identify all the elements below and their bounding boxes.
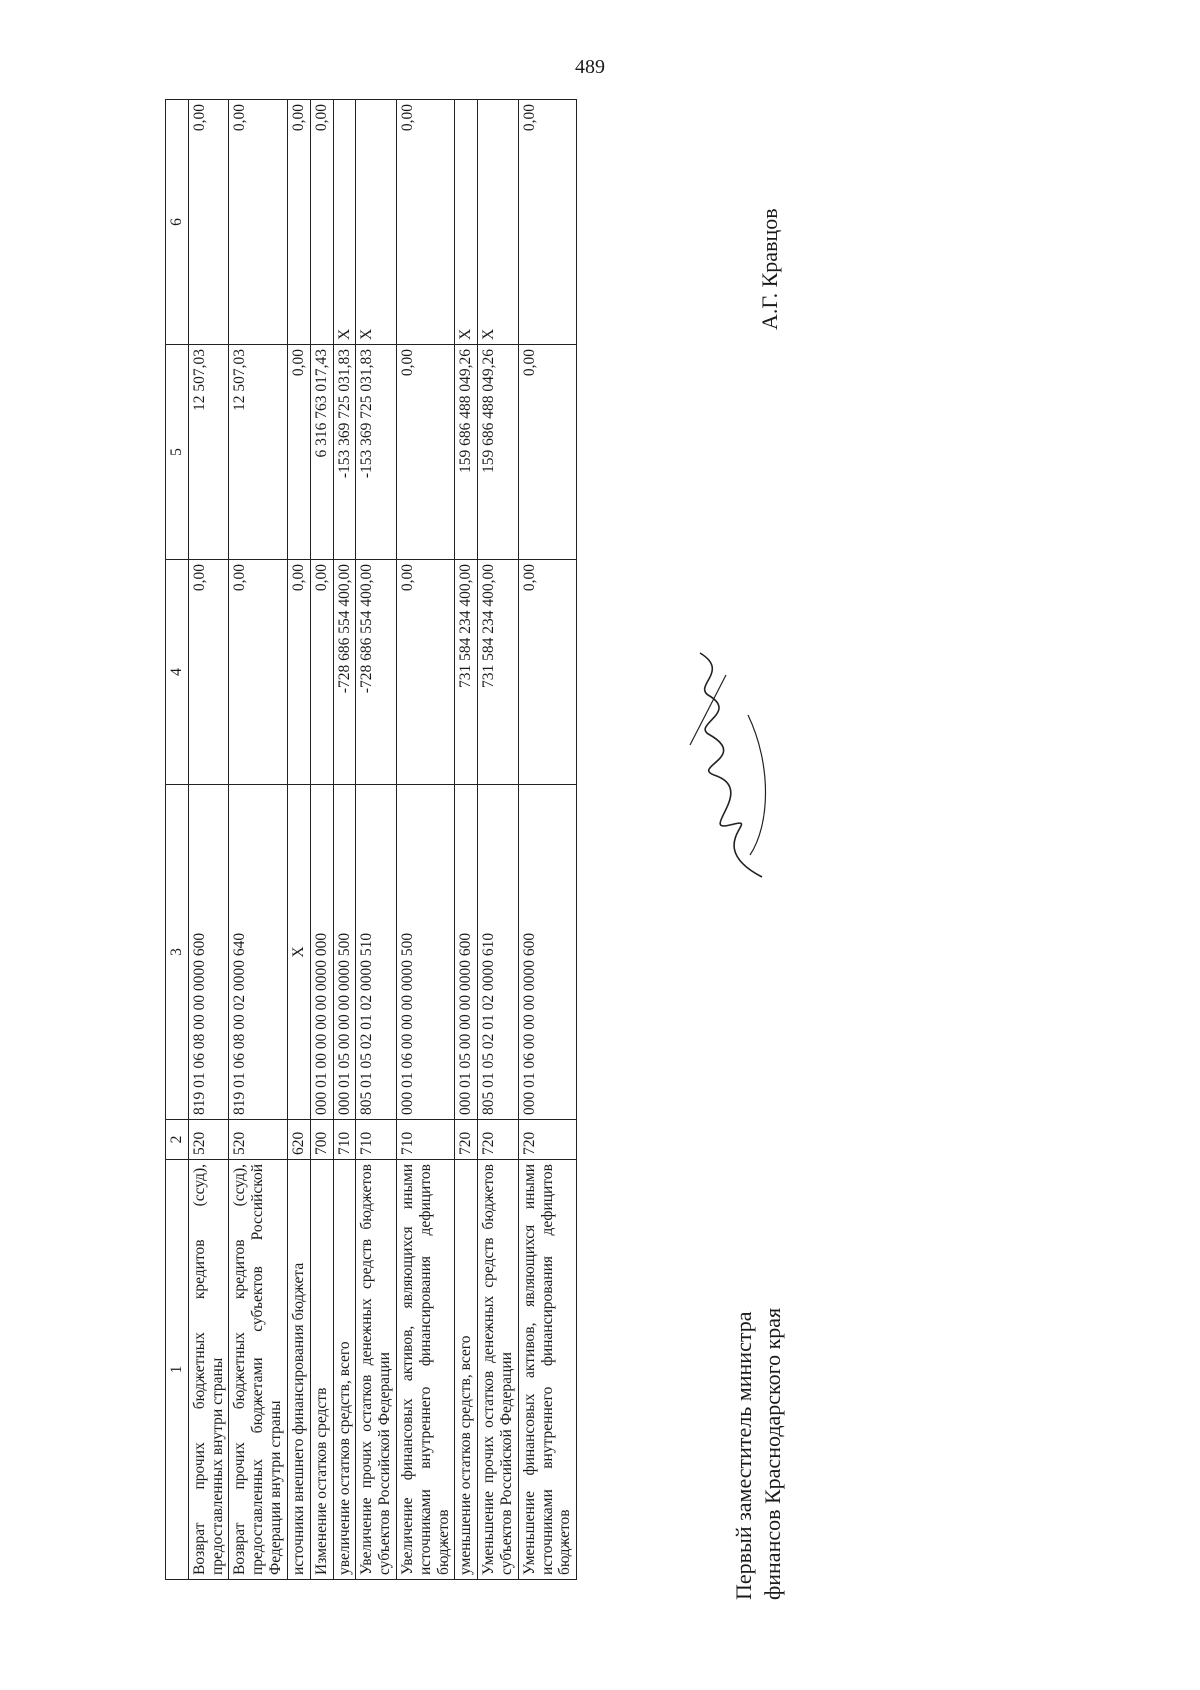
- row-kbk: 000 01 05 00 00 00 0000 600: [455, 785, 478, 1120]
- header-col-1: 1: [166, 1160, 189, 1580]
- row-plan: 0,00: [396, 560, 454, 785]
- row-col6: 0,00: [229, 100, 287, 345]
- handwritten-signature: [670, 645, 780, 885]
- table-row: [356, 100, 397, 1580]
- row-kbk: 000 01 00 00 00 00 0000 000: [310, 785, 333, 1120]
- row-code: 720: [455, 1120, 478, 1160]
- row-col6: X: [356, 100, 397, 345]
- header-col-3: 3: [166, 785, 189, 1120]
- row-fact: 0,00: [287, 345, 310, 560]
- row-fact: 0,00: [396, 345, 454, 560]
- row-col6: 0,00: [310, 100, 333, 345]
- row-code: 720: [478, 1120, 519, 1160]
- row-code: 520: [229, 1120, 287, 1160]
- row-name: Возврат прочих бюджетных кредитов (ссуд), предоставленных бюджетами субъектов Российской Федерации внутри страны: [229, 1160, 287, 1580]
- row-kbk: 819 01 06 08 00 02 0000 640: [229, 785, 287, 1120]
- row-col6: 0,00: [518, 100, 576, 345]
- header-col-5: 5: [166, 345, 189, 560]
- row-name: источники внешнего финансирования бюджета: [287, 1160, 310, 1580]
- row-code: 620: [287, 1120, 310, 1160]
- row-fact: 12 507,03: [188, 345, 229, 560]
- rotated-page-content: [165, 104, 865, 1600]
- row-kbk: 000 01 06 00 00 00 0000 500: [396, 785, 454, 1120]
- row-fact: 159 686 488 049,26: [478, 345, 519, 560]
- table-row: [188, 100, 229, 1580]
- row-fact: 6 316 763 017,43: [310, 345, 333, 560]
- row-col6: X: [455, 100, 478, 345]
- row-plan: 0,00: [229, 560, 287, 785]
- row-name: Увеличение прочих остатков денежных средств бюджетов субъектов Российской Федерации: [356, 1160, 397, 1580]
- table-row: [396, 100, 454, 1580]
- row-name: увеличение остатков средств, всего: [333, 1160, 356, 1580]
- header-col-6: 6: [166, 100, 189, 345]
- row-code: 720: [518, 1120, 576, 1160]
- row-fact: -153 369 725 031,83: [333, 345, 356, 560]
- header-col-2: 2: [166, 1120, 189, 1160]
- row-code: 710: [356, 1120, 397, 1160]
- row-plan: 0,00: [310, 560, 333, 785]
- signer-title-line-2: финансов Краснодарского края: [759, 1307, 785, 1600]
- table-row: [333, 100, 356, 1580]
- row-fact: 0,00: [518, 345, 576, 560]
- row-name: Уменьшение прочих остатков денежных средств бюджетов субъектов Российской Федерации: [478, 1160, 519, 1580]
- table-row: [310, 100, 333, 1580]
- sources-table: [165, 99, 577, 1580]
- table-row: [229, 100, 287, 1580]
- row-code: 520: [188, 1120, 229, 1160]
- row-col6: 0,00: [287, 100, 310, 345]
- row-kbk: 000 01 06 00 00 00 0000 600: [518, 785, 576, 1120]
- row-code: 710: [333, 1120, 356, 1160]
- row-kbk: 819 01 06 08 00 00 0000 600: [188, 785, 229, 1120]
- row-fact: -153 369 725 031,83: [356, 345, 397, 560]
- page-number: 489: [575, 56, 605, 78]
- table-row: [518, 100, 576, 1580]
- row-code: 700: [310, 1120, 333, 1160]
- row-plan: -728 686 554 400,00: [333, 560, 356, 785]
- table-header-row: [166, 100, 189, 1580]
- row-kbk: 805 01 05 02 01 02 0000 510: [356, 785, 397, 1120]
- row-plan: 731 584 234 400,00: [478, 560, 519, 785]
- row-kbk: 805 01 05 02 01 02 0000 610: [478, 785, 519, 1120]
- row-name: Уменьшение финансовых активов, являющихся иными источниками внутреннего финансирования дефицитов бюджетов: [518, 1160, 576, 1580]
- header-col-4: 4: [166, 560, 189, 785]
- row-name: Изменение остатков средств: [310, 1160, 333, 1580]
- row-kbk: 000 01 05 00 00 00 0000 500: [333, 785, 356, 1120]
- row-col6: X: [333, 100, 356, 345]
- row-name: Возврат прочих бюджетных кредитов (ссуд), предоставленных внутри страны: [188, 1160, 229, 1580]
- row-plan: 0,00: [518, 560, 576, 785]
- row-plan: 731 584 234 400,00: [455, 560, 478, 785]
- row-plan: -728 686 554 400,00: [356, 560, 397, 785]
- row-col6: 0,00: [396, 100, 454, 345]
- row-name: уменьшение остатков средств, всего: [455, 1160, 478, 1580]
- table-row: [455, 100, 478, 1580]
- table-row: [287, 100, 310, 1580]
- row-code: 710: [396, 1120, 454, 1160]
- row-fact: 159 686 488 049,26: [455, 345, 478, 560]
- row-name: Увеличение финансовых активов, являющихся иными источниками внутреннего финансирования дефицитов бюджетов: [396, 1160, 454, 1580]
- row-kbk: X: [287, 785, 310, 1120]
- table-row: [478, 100, 519, 1580]
- signer-title: [730, 1308, 787, 1600]
- signer-name: А.Г. Кравцов: [757, 208, 782, 330]
- row-plan: 0,00: [287, 560, 310, 785]
- signer-title-line-1: Первый заместитель министра: [731, 1311, 756, 1600]
- row-col6: 0,00: [188, 100, 229, 345]
- row-plan: 0,00: [188, 560, 229, 785]
- row-col6: X: [478, 100, 519, 345]
- row-fact: 12 507,03: [229, 345, 287, 560]
